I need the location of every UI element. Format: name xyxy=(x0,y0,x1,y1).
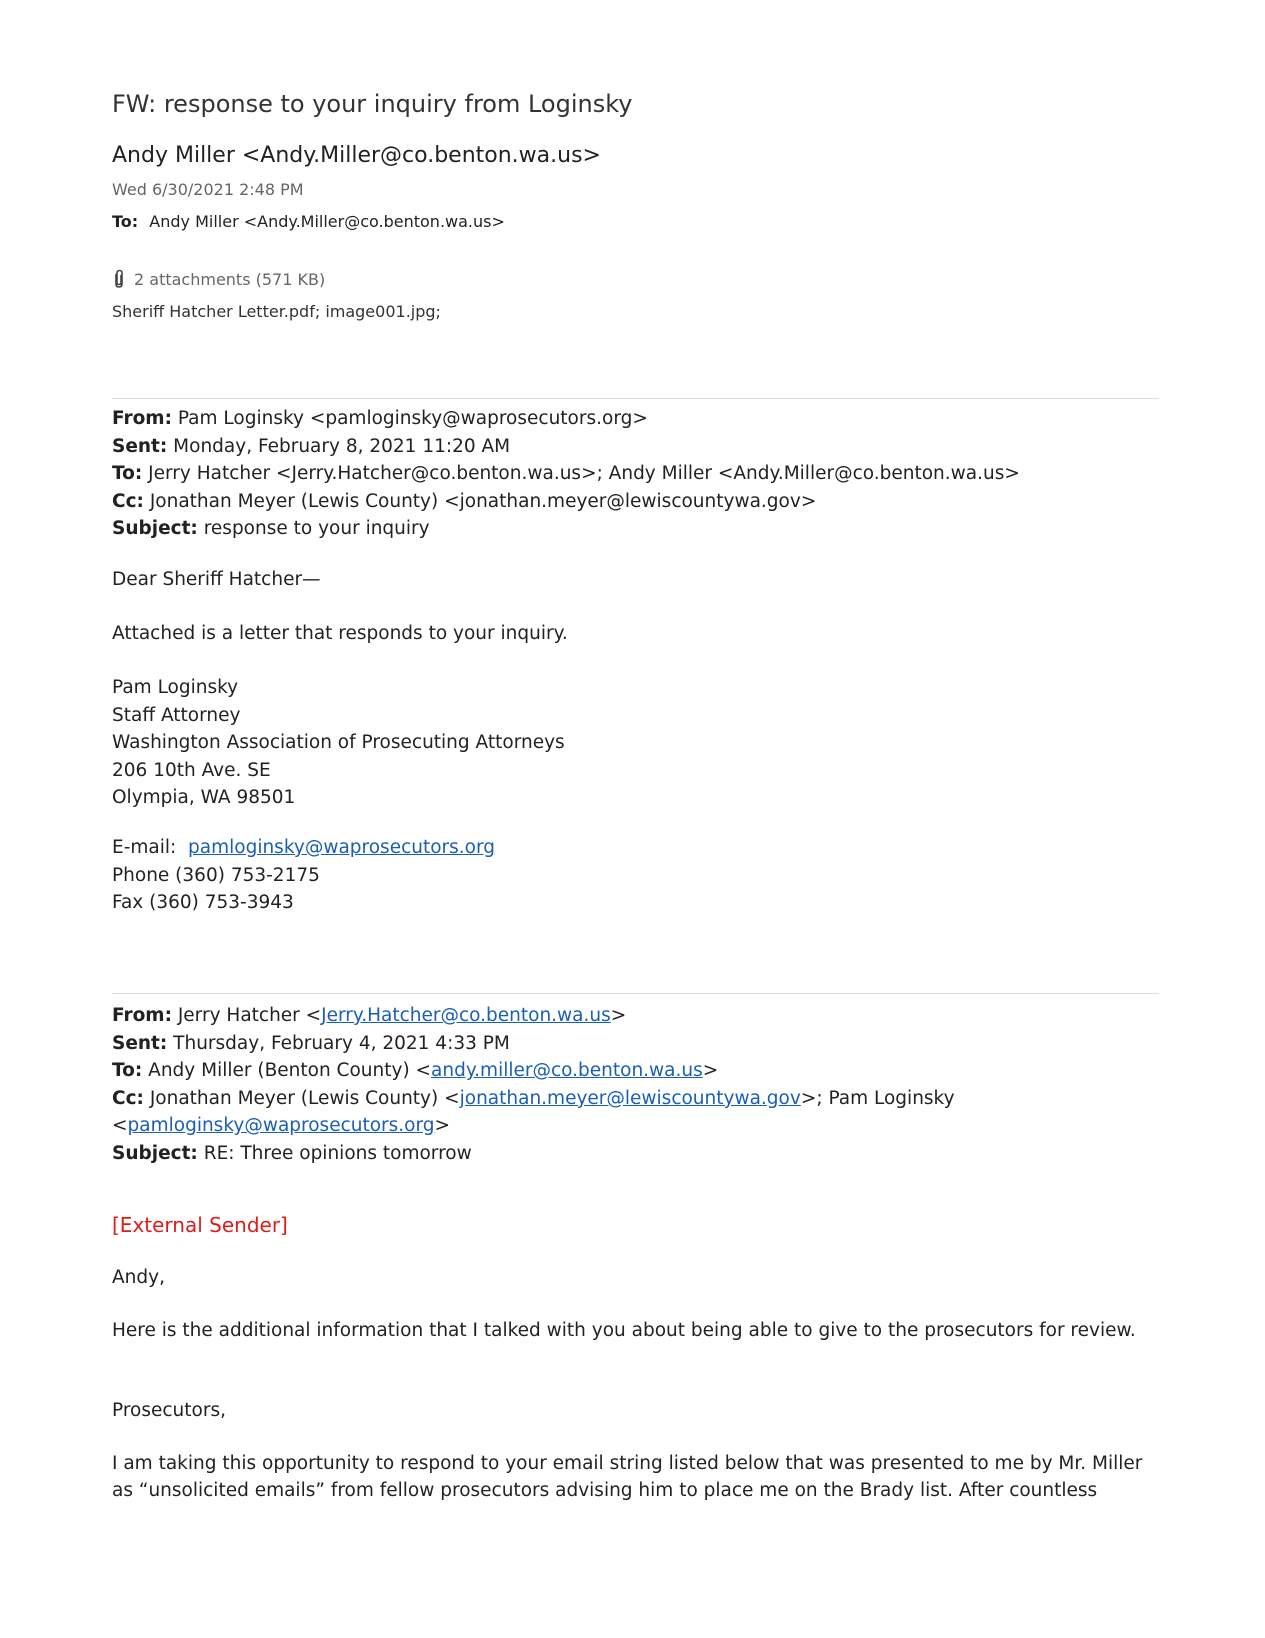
message2-sent: Sent: Thursday, February 4, 2021 4:33 PM xyxy=(112,1032,510,1054)
message2-greeting: Andy, xyxy=(112,1267,165,1288)
cc-email-link[interactable]: jonathan.meyer@lewiscountywa.gov xyxy=(459,1087,801,1109)
message1-header xyxy=(112,405,1020,543)
message2-header xyxy=(112,1002,955,1168)
message2-subject: Subject: RE: Three opinions tomorrow xyxy=(112,1142,472,1164)
message2-cc-cont: <pamloginsky@waprosecutors.org> xyxy=(112,1115,451,1137)
email-to-line xyxy=(112,212,505,231)
external-sender-tag: [External Sender] xyxy=(112,1213,288,1237)
cc-email-link-2[interactable]: pamloginsky@waprosecutors.org xyxy=(127,1115,435,1137)
message1-contact xyxy=(112,834,495,917)
sig-org: Washington Association of Prosecuting Attorneys xyxy=(112,732,565,754)
paperclip-icon xyxy=(112,269,126,289)
sig-email-link[interactable]: pamloginsky@waprosecutors.org xyxy=(188,837,496,858)
message2-to: To: Andy Miller (Benton County) <andy.miller@co.benton.wa.us> xyxy=(112,1060,719,1082)
from-email-link[interactable]: Jerry.Hatcher@co.benton.wa.us xyxy=(321,1005,611,1026)
email-sender: Andy Miller <Andy.Miller@co.benton.wa.us> xyxy=(112,143,601,168)
divider xyxy=(112,993,1159,994)
to-value: Andy Miller <Andy.Miller@co.benton.wa.us> xyxy=(149,212,505,231)
message1-signature xyxy=(112,674,565,812)
sig-address: 206 10th Ave. SE xyxy=(112,759,271,781)
sig-email-line xyxy=(112,834,495,862)
message2-para2-line1: I am taking this opportunity to respond to your email string listed below that was presented to me by Mr. Miller xyxy=(112,1453,1143,1474)
message1-to: To: Jerry Hatcher <Jerry.Hatcher@co.benton.wa.us>; Andy Miller <Andy.Miller@co.benton.wa.us> xyxy=(112,463,1020,485)
message2-cc: Cc: Jonathan Meyer (Lewis County) <jonathan.meyer@lewiscountywa.gov>; Pam Loginsky xyxy=(112,1087,955,1109)
sig-city: Olympia, WA 98501 xyxy=(112,787,296,809)
message2-para2-line2: as “unsolicited emails” from fellow prosecutors advising him to place me on the Brady list. After countless xyxy=(112,1480,1098,1501)
message1-from: From: Pam Loginsky <pamloginsky@waprosecutors.org> xyxy=(112,408,648,429)
message2-from: From: Jerry Hatcher <Jerry.Hatcher@co.benton.wa.us> xyxy=(112,1005,627,1026)
message1-greeting: Dear Sheriff Hatcher— xyxy=(112,569,321,590)
message2-greeting2: Prosecutors, xyxy=(112,1400,226,1421)
attachments-files[interactable]: Sheriff Hatcher Letter.pdf; image001.jpg; xyxy=(112,302,441,321)
message1-sent: Sent: Monday, February 8, 2021 11:20 AM xyxy=(112,435,511,457)
attachments-summary-text: 2 attachments (571 KB) xyxy=(134,269,326,289)
divider xyxy=(112,398,1159,399)
message1-body: Attached is a letter that responds to your inquiry. xyxy=(112,623,568,644)
to-email-link[interactable]: andy.miller@co.benton.wa.us xyxy=(431,1060,703,1082)
sig-phone: Phone (360) 753-2175 xyxy=(112,864,320,886)
to-label: To: xyxy=(112,212,139,231)
sig-title: Staff Attorney xyxy=(112,704,241,726)
email-date: Wed 6/30/2021 2:48 PM xyxy=(112,180,304,199)
sig-email-label: E-mail: xyxy=(112,837,177,858)
attachments-summary[interactable] xyxy=(112,269,325,289)
message2-para1: Here is the additional information that I talked with you about being able to give to the prosecutors for review. xyxy=(112,1320,1136,1341)
email-subject: FW: response to your inquiry from Loginsky xyxy=(112,90,633,118)
sig-fax: Fax (360) 753-3943 xyxy=(112,892,294,914)
message1-subject: Subject: response to your inquiry xyxy=(112,518,430,540)
message1-cc: Cc: Jonathan Meyer (Lewis County) <jonathan.meyer@lewiscountywa.gov> xyxy=(112,490,817,512)
sig-name: Pam Loginsky xyxy=(112,677,239,698)
